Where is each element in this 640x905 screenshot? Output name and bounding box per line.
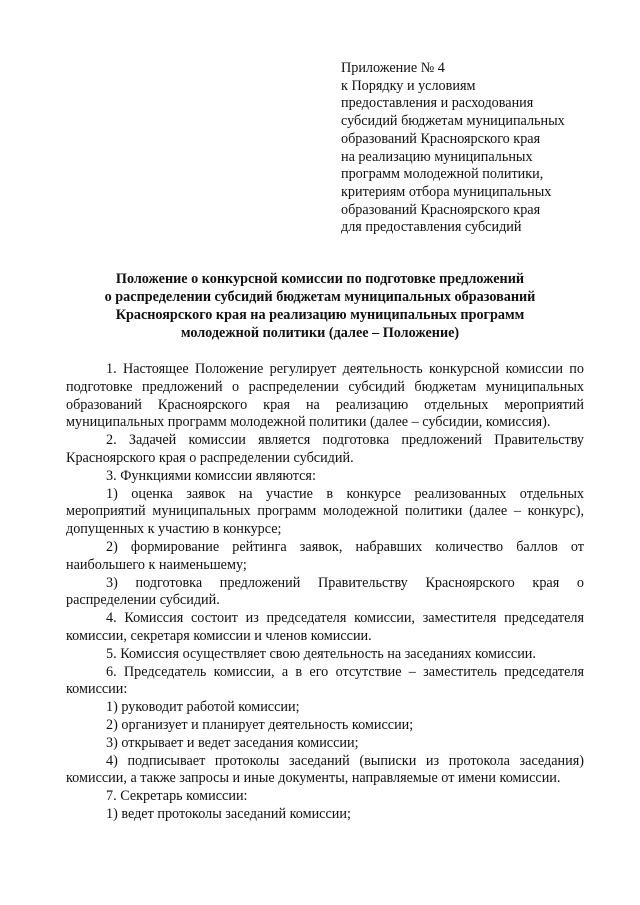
- paragraph: 1) оценка заявок на участие в конкурсе реализованных отдельных мероприятий муниципальных программ молодежной политики (далее – конкурс), допущенных к участию в конкурсе;: [66, 485, 584, 538]
- paragraph: 2) формирование рейтинга заявок, набравших количество баллов от наибольшего к наименьшему;: [66, 538, 584, 573]
- appendix-line: образований Красноярского края: [341, 130, 541, 147]
- paragraph: 5. Комиссия осуществляет свою деятельность на заседаниях комиссии.: [106, 645, 536, 662]
- paragraph: 2. Задачей комиссии является подготовка предложений Правительству Красноярского края о распределении субсидий.: [66, 432, 584, 466]
- paragraph: 7. Секретарь комиссии:: [106, 788, 248, 805]
- paragraph: 4) подписывает протоколы заседаний (выписки из протокола заседания) комиссии, а также запросы и иные документы, направляемые от имени комиссии.: [66, 752, 584, 787]
- document-title: [60, 270, 580, 342]
- paragraph: 1. Настоящее Положение регулирует деятельность конкурсной комиссии по подготовке предложений о распределении субсидий бюджетам муниципальных образований Красноярского края на реализацию отдельных мероприятий муниципальных программ молодежной политики (далее – субсидии, комиссия).: [66, 361, 584, 431]
- paragraph: 1) ведет протоколы заседаний комиссии;: [106, 805, 351, 822]
- paragraph: 3. Функциями комиссии являются:: [106, 467, 316, 484]
- appendix-line: критериям отбора муниципальных: [341, 183, 552, 200]
- appendix-line: программ молодежной политики,: [341, 166, 544, 183]
- appendix-line: для предоставления субсидий: [341, 219, 522, 236]
- appendix-block: [341, 60, 601, 237]
- title-line: о распределении субсидий бюджетам муниципальных образований: [104, 289, 536, 305]
- appendix-line: предоставления и расходования: [341, 95, 534, 112]
- paragraph: 4. Комиссия состоит из председателя комиссии, заместителя председателя комиссии, секретаря комиссии и членов комиссии.: [66, 610, 584, 644]
- title-line: Положение о конкурсной комиссии по подготовке предложений: [115, 271, 525, 287]
- appendix-line: к Порядку и условиям: [341, 77, 476, 94]
- paragraph: 2) организует и планирует деятельность комиссии;: [106, 716, 414, 733]
- appendix-line: на реализацию муниципальных: [341, 148, 533, 165]
- document-body: [66, 361, 584, 824]
- paragraph: 6. Председатель комиссии, а в его отсутствие – заместитель председателя комиссии:: [66, 663, 584, 698]
- paragraph: 3) открывает и ведет заседания комиссии;: [106, 734, 359, 751]
- appendix-line: образований Красноярского края: [341, 201, 541, 218]
- appendix-line: Приложение № 4: [341, 60, 445, 76]
- paragraph: 1) руководит работой комиссии;: [106, 699, 300, 716]
- paragraph: 3) подготовка предложений Правительству Красноярского края о распределении субсидий.: [66, 574, 584, 609]
- title-line: Красноярского края на реализацию муниципальных программ: [115, 307, 525, 323]
- appendix-line: субсидий бюджетам муниципальных: [341, 113, 565, 130]
- title-line: молодежной политики (далее – Положение): [180, 325, 460, 341]
